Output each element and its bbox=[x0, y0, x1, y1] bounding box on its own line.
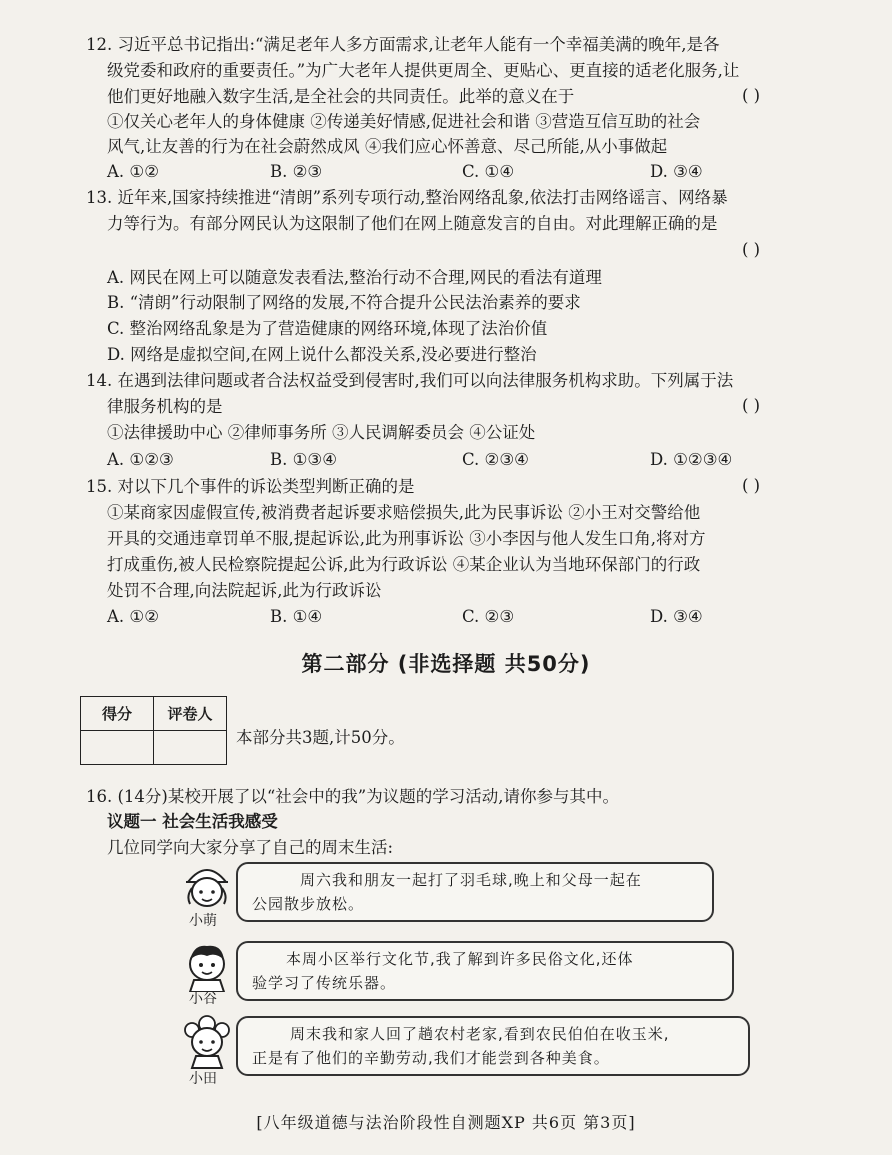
q16-stem: 16. (14分)某校开展了以“社会中的我”为议题的学习活动,请你参与其中。 bbox=[86, 787, 619, 806]
q15-option-d: D. ③④ bbox=[650, 607, 703, 626]
q14-line-1: 14. 在遇到法律问题或者合法权益受到侵害时,我们可以向法律服务机构求助。下列属于法 bbox=[86, 371, 734, 390]
q14-line-3: ①法律援助中心 ②律师事务所 ③人民调解委员会 ④公证处 bbox=[107, 423, 536, 442]
speaker-name: 小萌 bbox=[189, 913, 217, 929]
bubble-line-1: 本周小区举行文化节,我了解到许多民俗文化,还体 bbox=[286, 950, 634, 968]
q14-line-2: 律服务机构的是 bbox=[107, 397, 223, 416]
q12-option-c: C. ①④ bbox=[462, 162, 515, 181]
q12-option-a: A. ①② bbox=[107, 162, 159, 181]
q12-answer-paren: ( ) bbox=[742, 86, 761, 105]
score-table bbox=[80, 696, 227, 765]
q13-option-c: C. 整治网络乱象是为了营造健康的网络环境,体现了法治价值 bbox=[107, 319, 548, 338]
q13-option-b: B. “清朗”行动限制了网络的发展,不符合提升公民法治素养的要求 bbox=[107, 293, 581, 312]
q13-line-1: 13. 近年来,国家持续推进“清朗”系列专项行动,整治网络乱象,依法打击网络谣言、网络暴 bbox=[86, 188, 728, 207]
speaker-name: 小田 bbox=[189, 1071, 217, 1087]
q14-answer-paren: ( ) bbox=[742, 396, 761, 415]
q15-line-2: ①某商家因虚假宣传,被消费者起诉要求赔偿损失,此为民事诉讼 ②小王对交警给他 bbox=[107, 503, 701, 522]
q14-option-c: C. ②③④ bbox=[462, 450, 529, 469]
q12-line-1: 12. 习近平总书记指出:“满足老年人多方面需求,让老年人能有一个幸福美满的晚年,是各 bbox=[86, 35, 720, 54]
bubble-line-2: 正是有了他们的辛勤劳动,我们才能尝到各种美食。 bbox=[252, 1049, 610, 1067]
q15-option-c: C. ②③ bbox=[462, 607, 515, 626]
speech-bubble bbox=[236, 862, 714, 922]
q13-answer-paren: ( ) bbox=[742, 240, 761, 259]
speech-bubble bbox=[236, 1016, 750, 1076]
q15-line-5: 处罚不合理,向法院起诉,此为行政诉讼 bbox=[107, 581, 382, 600]
q12-line-2: 级党委和政府的重要责任。”为广大老年人提供更周全、更贴心、更直接的适老化服务,让 bbox=[107, 61, 740, 80]
q12-option-b: B. ②③ bbox=[270, 162, 323, 181]
speech-bubble bbox=[236, 941, 734, 1001]
score-cell bbox=[81, 731, 154, 765]
bubble-line-2: 验学习了传统乐器。 bbox=[252, 974, 397, 992]
speaker-name: 小谷 bbox=[189, 991, 217, 1007]
q15-line-4: 打成重伤,被人民检察院提起公诉,此为行政诉讼 ④某企业认为当地环保部门的行政 bbox=[107, 555, 701, 574]
q16-topic: 议题一 社会生活我感受 bbox=[107, 812, 278, 831]
q12-line-3: 他们更好地融入数字生活,是全社会的共同责任。此举的意义在于 bbox=[107, 87, 575, 106]
q12-option-d: D. ③④ bbox=[650, 162, 703, 181]
bubble-line-1: 周六我和朋友一起打了羽毛球,晚上和父母一起在 bbox=[300, 871, 642, 889]
q14-option-d: D. ①②③④ bbox=[650, 450, 733, 469]
q13-line-2: 力等行为。有部分网民认为这限制了他们在网上随意发言的自由。对此理解正确的是 bbox=[107, 214, 718, 233]
q12-line-5: 风气,让友善的行为在社会蔚然成风 ④我们应心怀善意、尽己所能,从小事做起 bbox=[107, 137, 668, 156]
bubble-line-1: 周末我和家人回了趟农村老家,看到农民伯伯在收玉米, bbox=[290, 1025, 670, 1043]
part-two-title: 第二部分 (非选择题 共50分) bbox=[301, 652, 591, 676]
page-footer: [八年级道德与法治阶段性自测题XP 共6页 第3页] bbox=[256, 1113, 636, 1132]
grader-cell bbox=[154, 731, 227, 765]
girl-cap-avatar-icon bbox=[180, 860, 234, 912]
bubble-line-2: 公园散步放松。 bbox=[252, 895, 365, 913]
q13-option-a: A. 网民在网上可以随意发表看法,整治行动不合理,网民的看法有道理 bbox=[107, 268, 602, 287]
girl-curly-avatar-icon bbox=[180, 1014, 234, 1070]
q15-option-b: B. ①④ bbox=[270, 607, 323, 626]
boy-avatar-icon bbox=[180, 940, 234, 992]
q15-line-3: 开具的交通违章罚单不服,提起诉讼,此为刑事诉讼 ③小李因与他人发生口角,将对方 bbox=[107, 529, 706, 548]
q15-line-1: 15. 对以下几个事件的诉讼类型判断正确的是 bbox=[86, 477, 415, 496]
q15-answer-paren: ( ) bbox=[742, 476, 761, 495]
q14-option-a: A. ①②③ bbox=[107, 450, 174, 469]
q15-option-a: A. ①② bbox=[107, 607, 159, 626]
q13-option-d: D. 网络是虚拟空间,在网上说什么都没关系,没必要进行整治 bbox=[107, 345, 537, 364]
q16-intro: 几位同学向大家分享了自己的周末生活: bbox=[107, 838, 394, 857]
q14-option-b: B. ①③④ bbox=[270, 450, 337, 469]
score-label: 得分 bbox=[81, 697, 154, 731]
grader-label: 评卷人 bbox=[154, 697, 227, 731]
part-two-note: 本部分共3题,计50分。 bbox=[236, 728, 405, 747]
q12-line-4: ①仅关心老年人的身体健康 ②传递美好情感,促进社会和谐 ③营造互信互助的社会 bbox=[107, 112, 701, 131]
